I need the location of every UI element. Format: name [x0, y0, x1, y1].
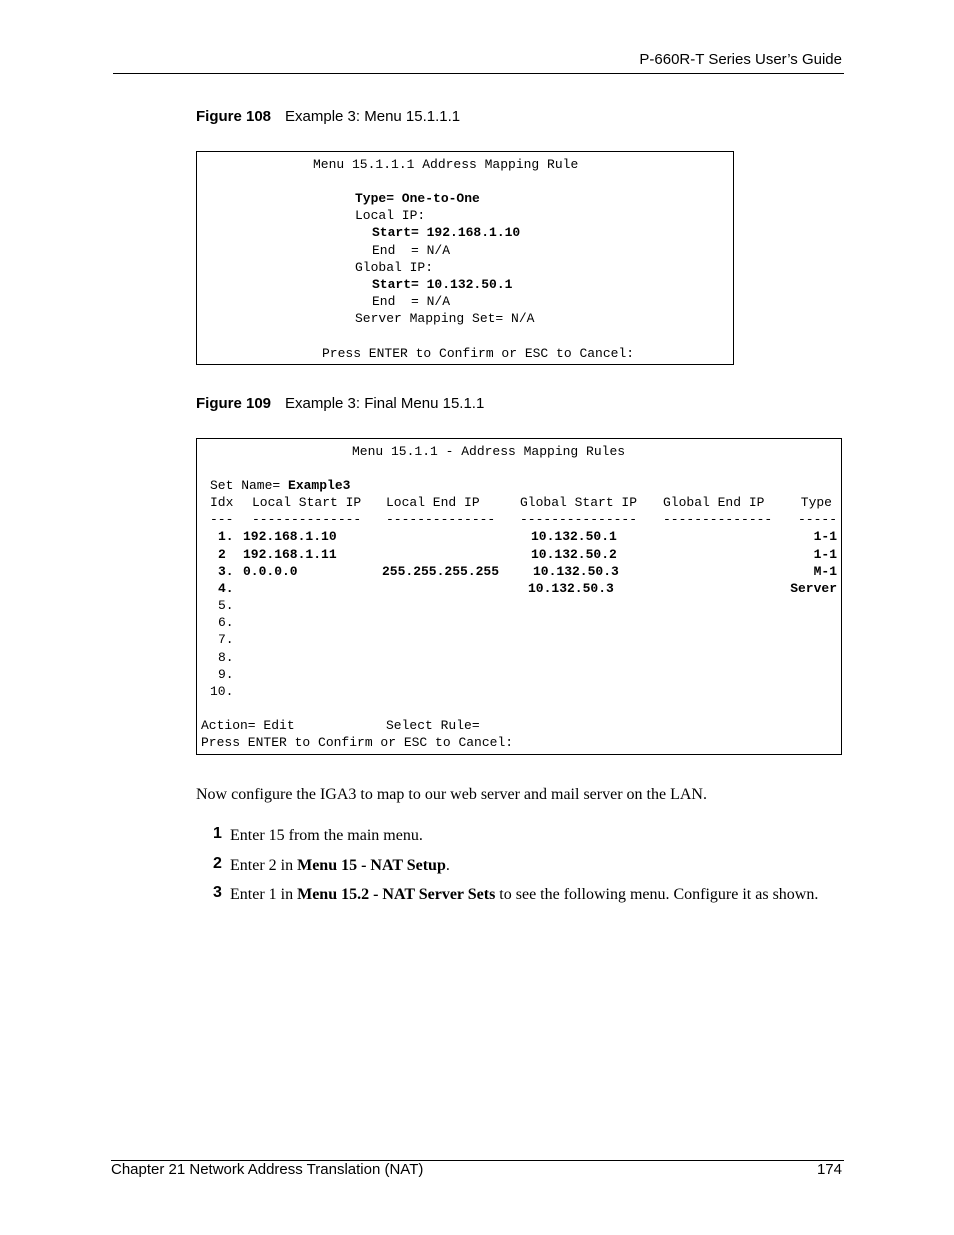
step-2 — [213, 855, 833, 877]
col-header-local-end: Local End IP — [386, 495, 480, 510]
row-5-idx: 5. — [218, 598, 234, 613]
type-field: Type= One-to-One — [355, 191, 480, 206]
global-end-field: End = N/A — [372, 294, 451, 309]
step-number: 2 — [213, 855, 222, 872]
col-header-global-end: Global End IP — [663, 495, 765, 510]
row-4-global-start: 10.132.50.3 — [528, 581, 614, 596]
row-2-type: 1-1 — [813, 547, 837, 562]
row-6-idx: 6. — [218, 615, 234, 630]
figure-number: Figure 108 — [196, 108, 272, 125]
row-4-idx: 4. — [218, 581, 234, 596]
dash-global-end: -------------- — [663, 512, 773, 527]
col-header-type: Type — [800, 495, 832, 510]
confirm-prompt: Press ENTER to Confirm or ESC to Cancel: — [322, 346, 635, 361]
global-ip-label: Global IP: — [355, 260, 434, 275]
menu-15-1-1-1-screen — [196, 151, 734, 365]
dash-local-start: -------------- — [252, 512, 362, 527]
col-header-local-start: Local Start IP — [252, 495, 362, 510]
figure-109-caption — [196, 395, 484, 412]
row-9-idx: 9. — [218, 667, 234, 682]
set-name-label: Set Name= — [210, 478, 289, 493]
row-1-idx: 1. — [218, 529, 234, 544]
step-text-part: Enter 15 from the main menu. — [230, 827, 423, 844]
page-number: 174 — [816, 1161, 842, 1178]
figure-title: Example 3: Menu 15.1.1.1 — [285, 108, 461, 125]
dash-global-start: --------------- — [520, 512, 638, 527]
local-start-field: Start= 192.168.1.10 — [372, 225, 521, 240]
server-mapping-field: Server Mapping Set= N/A — [355, 311, 535, 326]
col-header-global-start: Global Start IP — [520, 495, 638, 510]
row-3-type: M-1 — [813, 564, 837, 579]
step-text-part: Enter 1 in — [230, 886, 298, 903]
step-number: 3 — [213, 884, 222, 901]
menu-name: Menu 15 - NAT Setup — [297, 857, 446, 874]
menu-name: Menu 15.2 - NAT Server Sets — [297, 886, 496, 903]
running-header: P-660R-T Series User’s Guide — [639, 51, 842, 68]
step-text-part: . — [445, 857, 450, 874]
row-3-local-start: 0.0.0.0 — [243, 564, 298, 579]
row-3-idx: 3. — [218, 564, 234, 579]
dash-idx: --- — [210, 512, 234, 527]
menu-15-1-1-screen — [196, 438, 842, 755]
dash-type: ----- — [797, 512, 837, 527]
row-3-global-start: 10.132.50.3 — [533, 564, 619, 579]
step-1 — [213, 825, 833, 847]
screen-menu-title: Menu 15.1.1 - Address Mapping Rules — [352, 444, 626, 459]
row-7-idx: 7. — [218, 632, 234, 647]
row-4-type: Server — [790, 581, 837, 596]
row-1-local-start: 192.168.1.10 — [243, 529, 337, 544]
local-ip-label: Local IP: — [355, 208, 426, 223]
step-number: 1 — [213, 825, 222, 842]
figure-title: Example 3: Final Menu 15.1.1 — [285, 395, 485, 412]
header-divider — [113, 73, 844, 74]
row-1-type: 1-1 — [813, 529, 837, 544]
confirm-prompt: Press ENTER to Confirm or ESC to Cancel: — [201, 735, 514, 750]
row-10-idx: 10. — [210, 684, 234, 699]
step-text-part: to see the following menu. Configure it as shown. — [495, 886, 819, 903]
screen-menu-title: Menu 15.1.1.1 Address Mapping Rule — [313, 157, 579, 172]
select-rule-field: Select Rule= — [386, 718, 480, 733]
global-start-field: Start= 10.132.50.1 — [372, 277, 513, 292]
row-8-idx: 8. — [218, 650, 234, 665]
set-name-line — [210, 477, 350, 494]
figure-number: Figure 109 — [196, 395, 272, 412]
row-1-global-start: 10.132.50.1 — [531, 529, 617, 544]
action-field: Action= Edit — [201, 718, 295, 733]
local-end-field: End = N/A — [372, 243, 451, 258]
row-2-local-start: 192.168.1.11 — [243, 547, 337, 562]
figure-108-caption — [196, 108, 460, 125]
intro-paragraph: Now configure the IGA3 to map to our web server and mail server on the LAN. — [196, 786, 707, 803]
step-text — [230, 855, 830, 876]
row-3-local-end: 255.255.255.255 — [382, 564, 500, 579]
step-text — [230, 825, 830, 846]
row-2-idx: 2 — [218, 547, 226, 562]
row-2-global-start: 10.132.50.2 — [531, 547, 617, 562]
step-3 — [213, 884, 833, 928]
footer-chapter: Chapter 21 Network Address Translation (NAT) — [111, 1161, 424, 1178]
step-text-part: Enter 2 in — [230, 857, 298, 874]
step-text — [230, 884, 820, 905]
dash-local-end: -------------- — [386, 512, 496, 527]
col-header-idx: Idx — [210, 495, 234, 510]
set-name-value: Example3 — [288, 478, 351, 493]
